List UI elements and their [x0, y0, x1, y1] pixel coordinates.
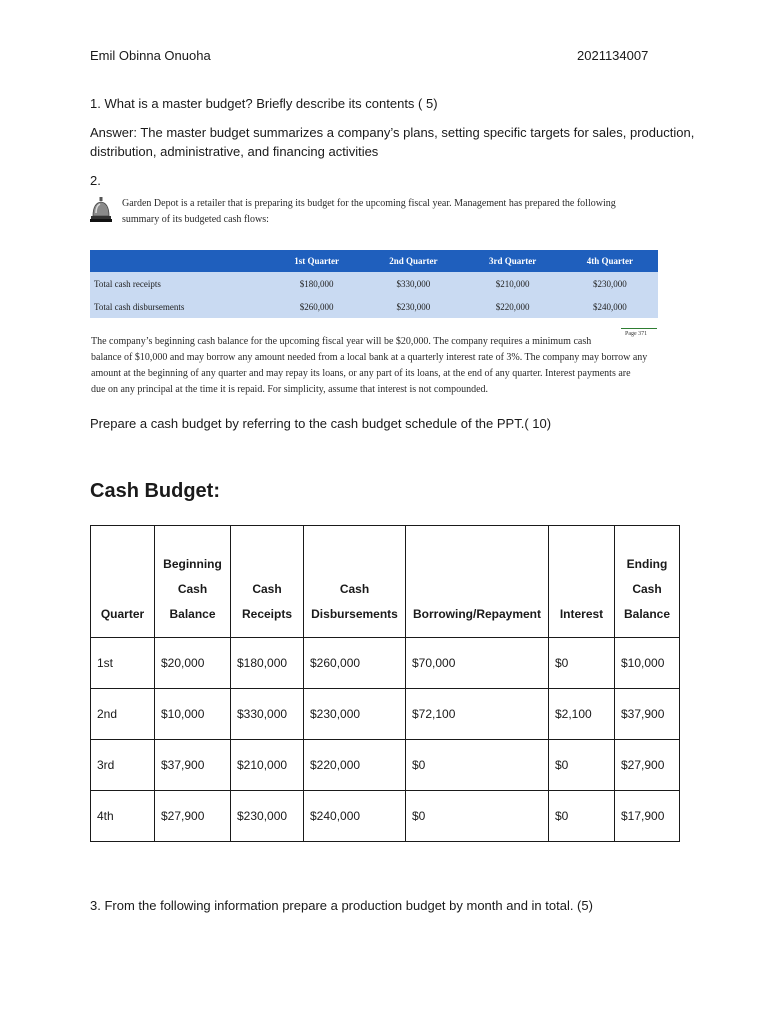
cash-flow-cell: $330,000 [363, 272, 463, 295]
header-text: Receipts [241, 607, 293, 621]
table-cell: $27,900 [615, 740, 680, 791]
header-ending-cash-balance [615, 526, 680, 638]
table-cell: $220,000 [304, 740, 406, 791]
table-cell: $10,000 [155, 689, 231, 740]
cash-flow-header-row [90, 250, 658, 272]
author-name: Emil Obinna Onuoha [90, 48, 211, 63]
table-cell: $0 [406, 740, 549, 791]
header-borrowing-repayment [406, 526, 549, 638]
answer-1-line-1: Answer: The master budget summarizes a company’s plans, setting specific targets for sales, production, [90, 125, 695, 140]
question-2-intro-line-2: summary of its budgeted cash flows: [122, 214, 269, 225]
table-cell: $27,900 [155, 791, 231, 842]
cash-flow-cell: $230,000 [363, 295, 463, 318]
cash-flow-row-label: Total cash receipts [90, 272, 270, 295]
table-cell: 2nd [91, 689, 155, 740]
cash-flow-header-cell [90, 250, 270, 272]
table-cell: 4th [91, 791, 155, 842]
table-row [91, 791, 680, 842]
table-cell: $180,000 [231, 638, 304, 689]
table-row [91, 689, 680, 740]
header-text: Disbursements [311, 607, 398, 621]
table-cell: $0 [549, 638, 615, 689]
question-2-prompt: Prepare a cash budget by referring to the cash budget schedule of the PPT.( 10) [90, 416, 552, 431]
table-cell: $72,100 [406, 689, 549, 740]
cash-flow-cell: $180,000 [270, 272, 363, 295]
table-cell: $20,000 [155, 638, 231, 689]
header-text: Cash [252, 582, 282, 596]
cash-flow-cell: $230,000 [562, 272, 658, 295]
cash-budget-table [90, 525, 680, 842]
cash-flow-header-cell: 2nd Quarter [363, 250, 463, 272]
cash-budget-title: Cash Budget: [90, 480, 220, 502]
cash-flow-cell: $260,000 [270, 295, 363, 318]
header-cash-disbursements [304, 526, 406, 638]
table-cell: $0 [406, 791, 549, 842]
header-quarter [91, 526, 155, 638]
table-cell: $70,000 [406, 638, 549, 689]
page-reference-rule [621, 328, 657, 329]
header-text: Cash [339, 582, 370, 596]
student-id: 2021134007 [577, 48, 649, 63]
table-cell: $0 [549, 740, 615, 791]
question-1: 1. What is a master budget? Briefly describe its contents ( 5) [90, 96, 438, 111]
question-3: 3. From the following information prepare a production budget by month and in total. (5) [90, 898, 593, 913]
table-row [91, 638, 680, 689]
question-2-paragraph-line-4: due on any principal at the time it is repaid. For simplicity, assume that interest is not compounded. [91, 384, 489, 395]
page-reference: Page 371 [625, 331, 648, 337]
table-cell: $260,000 [304, 638, 406, 689]
table-cell: $230,000 [231, 791, 304, 842]
header-text: Beginning [163, 557, 222, 571]
cash-budget-header-row [91, 526, 680, 638]
header-text: Cash [632, 582, 662, 596]
table-cell: 3rd [91, 740, 155, 791]
table-cell: $240,000 [304, 791, 406, 842]
cash-flow-cell: $220,000 [463, 295, 561, 318]
table-cell: $2,100 [549, 689, 615, 740]
header-interest [549, 526, 615, 638]
header-text: Balance [623, 607, 671, 621]
header-text: Quarter [100, 607, 145, 621]
cash-flow-row [90, 272, 658, 295]
table-cell: $37,900 [155, 740, 231, 791]
table-row [91, 740, 680, 791]
cash-flow-header-cell: 3rd Quarter [463, 250, 561, 272]
answer-1-line-2: distribution, administrative, and financing activities [90, 144, 379, 159]
question-2-paragraph-line-3: amount at the beginning of any quarter and may repay its loans, or any part of its loans, at the end of any quarter. Interest payments are [91, 368, 631, 379]
question-2-number: 2. [90, 173, 101, 188]
cash-flow-cell: $240,000 [562, 295, 658, 318]
table-cell: $17,900 [615, 791, 680, 842]
question-2-intro-line-1: Garden Depot is a retailer that is preparing its budget for the upcoming fiscal year. Management has prepared the following [122, 198, 616, 209]
question-2-paragraph-line-2: balance of $10,000 and may borrow any amount needed from a local bank at a quarterly interest rate of 3%. The company may borrow any [91, 352, 648, 363]
table-cell: 1st [91, 638, 155, 689]
header-text: Balance [169, 607, 216, 621]
cash-flow-cell: $210,000 [463, 272, 561, 295]
header-text: Borrowing/Repayment [412, 607, 541, 621]
table-cell: $10,000 [615, 638, 680, 689]
cash-flow-header-cell: 4th Quarter [562, 250, 658, 272]
cash-flow-row-label: Total cash disbursements [90, 295, 270, 318]
header-text: Interest [559, 607, 604, 621]
table-cell: $230,000 [304, 689, 406, 740]
bell-icon [90, 196, 112, 224]
table-cell: $330,000 [231, 689, 304, 740]
question-2-paragraph-line-1: The company’s beginning cash balance for the upcoming fiscal year will be $20,000. The company requires a minimum cash [91, 336, 592, 347]
header-text: Cash [177, 582, 208, 596]
table-cell: $210,000 [231, 740, 304, 791]
table-cell: $37,900 [615, 689, 680, 740]
header-cash-receipts [231, 526, 304, 638]
cash-flow-row [90, 295, 658, 318]
header-beginning-cash-balance [155, 526, 231, 638]
header-text: Ending [626, 557, 668, 571]
table-cell: $0 [549, 791, 615, 842]
cash-flow-header-cell: 1st Quarter [270, 250, 363, 272]
cash-flow-summary-table [90, 250, 658, 318]
